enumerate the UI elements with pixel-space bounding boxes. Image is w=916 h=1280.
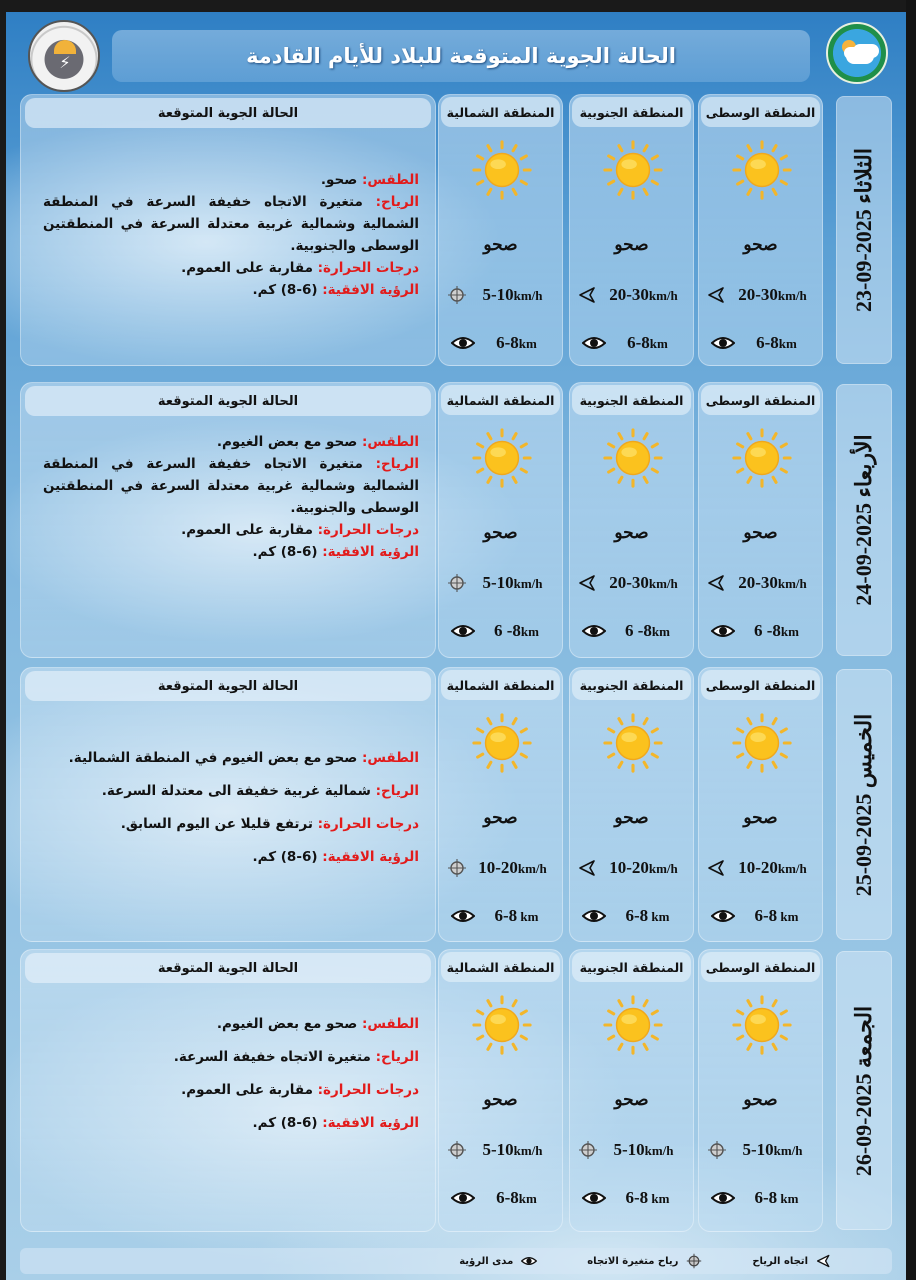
region-name: المنطقة الوسطى (701, 97, 820, 127)
wind-value: 5-10 (482, 1140, 514, 1159)
summary-label: الرياح: (375, 456, 419, 472)
condition-label: صحو (483, 808, 518, 828)
summary-panel (20, 94, 436, 366)
summary-header: الحالة الجوية المتوقعة (25, 953, 431, 983)
wind-speed (467, 285, 558, 305)
summary-label: الرياح: (375, 1049, 419, 1065)
eye-icon (582, 335, 606, 351)
summary-text: مقاربة على العموم. (181, 260, 318, 276)
visibility-unit: km (520, 624, 539, 639)
region-name: المنطقة الشمالية (441, 385, 560, 415)
date-panel (836, 669, 892, 940)
region-name: المنطقة الشمالية (441, 670, 560, 700)
summary-text: (6-8) كم. (252, 1115, 323, 1131)
visibility-row (707, 906, 818, 926)
wind-direction-icon (578, 858, 598, 878)
eye-icon (711, 623, 735, 639)
visibility-value: 6-8 (754, 906, 778, 925)
visibility (475, 906, 558, 926)
summary-line (43, 742, 419, 775)
region-panel (698, 667, 823, 942)
wind-row (578, 858, 689, 878)
summary-label: الرؤية الافقية: (322, 849, 419, 865)
wind-direction-icon (707, 573, 727, 593)
region-panel (698, 949, 823, 1232)
wind-speed (598, 1140, 689, 1160)
variable-wind-icon (447, 573, 467, 593)
summary-text: صحو مع بعض الغيوم. (216, 1016, 362, 1032)
visibility (735, 906, 818, 926)
wind-unit: km/h (777, 861, 807, 876)
region-panel (438, 949, 563, 1232)
condition-label: صحو (614, 1090, 649, 1110)
variable-wind-icon (707, 1140, 727, 1160)
visibility (475, 621, 558, 641)
lightning-bolt-icon: ⚡ (59, 53, 71, 72)
wind-row (578, 573, 689, 593)
region-panel (569, 667, 694, 942)
sun-icon (602, 994, 664, 1056)
sun-icon (471, 712, 533, 774)
summary-text: مقاربة على العموم. (181, 522, 318, 538)
summary-line (43, 431, 419, 453)
eye-icon (711, 1190, 735, 1206)
summary-text: صحو. (320, 172, 362, 188)
wind-unit: km/h (517, 861, 547, 876)
summary-text: ترتفع قليلا عن اليوم السابق. (120, 816, 318, 832)
visibility-unit: km (648, 1191, 670, 1206)
wind-direction-icon (707, 285, 727, 305)
visibility-value: 6-8 (496, 1188, 519, 1207)
summary-label: الرؤية الافقية: (322, 544, 419, 560)
wind-unit: km/h (648, 288, 678, 303)
wind-speed (598, 858, 689, 878)
day-row (6, 94, 906, 366)
sun-icon (471, 139, 533, 201)
logo-cloud-icon (846, 48, 874, 64)
legend-label: رياح متغيرة الاتجاه (587, 1255, 679, 1267)
wind-speed (467, 858, 558, 878)
day-row (6, 667, 906, 942)
date-label: الخميس 2025-09-25 (851, 713, 876, 896)
wind-value: 20-30 (609, 285, 649, 304)
region-name: المنطقة الوسطى (701, 670, 820, 700)
visibility (735, 333, 818, 353)
visibility-value: 6 -8 (494, 621, 521, 640)
wind-unit: km/h (513, 1143, 543, 1158)
visibility-unit: km (649, 336, 668, 351)
wind-value: 20-30 (738, 285, 778, 304)
visibility-unit: km (648, 909, 670, 924)
region-name: المنطقة الوسطى (701, 952, 820, 982)
variable-wind-icon (447, 858, 467, 878)
condition-label: صحو (614, 808, 649, 828)
summary-line (43, 1074, 419, 1107)
visibility-row (707, 621, 818, 641)
summary-label: درجات الحرارة: (317, 260, 419, 276)
wind-speed (467, 1140, 558, 1160)
visibility-unit: km (780, 624, 799, 639)
wind-unit: km/h (777, 576, 807, 591)
summary-label: درجات الحرارة: (317, 522, 419, 538)
eye-icon (711, 335, 735, 351)
summary-text: متغيرة الاتجاه خفيفة السرعة. (173, 1049, 376, 1065)
summary-text: (6-8) كم. (252, 849, 323, 865)
eye-icon (711, 908, 735, 924)
wind-row (447, 1140, 558, 1160)
summary-body (43, 431, 419, 563)
summary-header: الحالة الجوية المتوقعة (25, 671, 431, 701)
summary-text: متغيرة الاتجاه خفيفة السرعة في المنطقة الشمالية وشمالية غربية معتدلة السرعة في المنطقتين الوسطى والجنوبية. (43, 456, 419, 516)
wind-speed (727, 858, 818, 878)
summary-header: الحالة الجوية المتوقعة (25, 386, 431, 416)
wind-unit: km/h (513, 576, 543, 591)
visibility (475, 1188, 558, 1208)
summary-panel (20, 949, 436, 1232)
wind-unit: km/h (648, 861, 678, 876)
wind-direction-icon (578, 573, 598, 593)
page-title: الحالة الجوية المتوقعة للبلاد للأيام القادمة (246, 44, 676, 68)
visibility-unit: km (517, 909, 539, 924)
weather-forecasting-dept-logo (28, 20, 100, 92)
wind-unit: km/h (773, 1143, 803, 1158)
summary-line (43, 775, 419, 808)
summary-line (43, 453, 419, 519)
visibility-row (578, 1188, 689, 1208)
region-name: المنطقة الشمالية (441, 952, 560, 982)
region-name: المنطقة الشمالية (441, 97, 560, 127)
visibility-value: 6-8 (625, 1188, 649, 1207)
region-panel (569, 949, 694, 1232)
sun-icon (471, 427, 533, 489)
summary-label: الطقس: (361, 434, 419, 450)
wind-speed (727, 285, 818, 305)
eye-icon (582, 908, 606, 924)
summary-label: الطقس: (361, 1016, 419, 1032)
wind-row (707, 1140, 818, 1160)
summary-line (43, 841, 419, 874)
sun-icon (471, 994, 533, 1056)
region-panel (698, 94, 823, 366)
visibility-row (447, 1188, 558, 1208)
date-label: الثلاثاء 2025-09-23 (851, 148, 876, 312)
header-bar (112, 30, 810, 82)
visibility-row (447, 906, 558, 926)
visibility-unit: km (518, 336, 537, 351)
summary-body (43, 742, 419, 874)
eye-icon (582, 1190, 606, 1206)
wind-value: 5-10 (482, 573, 514, 592)
summary-line (43, 257, 419, 279)
eye-icon (451, 1190, 475, 1206)
visibility (735, 1188, 818, 1208)
visibility-value: 6-8 (756, 333, 779, 352)
summary-text: (6-8) كم. (252, 282, 323, 298)
wind-value: 5-10 (482, 285, 514, 304)
region-name: المنطقة الجنوبية (572, 385, 691, 415)
visibility-row (578, 906, 689, 926)
region-panel (698, 382, 823, 658)
summary-line (43, 279, 419, 301)
eye-icon (451, 335, 475, 351)
region-name: المنطقة الجنوبية (572, 97, 691, 127)
summary-text: صحو مع بعض الغيوم. (216, 434, 362, 450)
visibility (606, 906, 689, 926)
variable-wind-icon (686, 1253, 702, 1269)
summary-line (43, 808, 419, 841)
summary-body (43, 1008, 419, 1140)
summary-label: الطقس: (361, 172, 419, 188)
date-panel (836, 951, 892, 1230)
summary-text: شمالية غربية خفيفة الى معتدلة السرعة. (101, 783, 376, 799)
summary-line (43, 1107, 419, 1140)
wind-row (447, 573, 558, 593)
visibility-row (578, 621, 689, 641)
day-row (6, 382, 906, 658)
wind-speed (598, 573, 689, 593)
summary-body (43, 169, 419, 301)
summary-text: متغيرة الاتجاه خفيفة السرعة في المنطقة الشمالية وشمالية غربية معتدلة السرعة في المنطقتين الوسطى والجنوبية. (43, 194, 419, 254)
forecast-poster (6, 12, 906, 1280)
visibility (735, 621, 818, 641)
wind-row (578, 285, 689, 305)
wind-speed (467, 573, 558, 593)
visibility (606, 621, 689, 641)
summary-line (43, 1041, 419, 1074)
summary-label: الرؤية الافقية: (322, 282, 419, 298)
region-panel (438, 667, 563, 942)
region-panel (569, 94, 694, 366)
summary-header: الحالة الجوية المتوقعة (25, 98, 431, 128)
wind-speed (598, 285, 689, 305)
summary-panel (20, 382, 436, 658)
wind-row (707, 573, 818, 593)
condition-label: صحو (483, 235, 518, 255)
visibility-value: 6-8 (627, 333, 650, 352)
visibility-unit: km (777, 909, 799, 924)
visibility-value: 6 -8 (625, 621, 652, 640)
day-row (6, 949, 906, 1232)
visibility-unit: km (777, 1191, 799, 1206)
visibility-row (447, 333, 558, 353)
visibility (606, 1188, 689, 1208)
wind-value: 10-20 (609, 858, 649, 877)
wind-value: 10-20 (478, 858, 518, 877)
sun-icon (602, 139, 664, 201)
sun-icon (731, 712, 793, 774)
wind-value: 20-30 (738, 573, 778, 592)
date-label: الأربعاء 2025-09-24 (851, 434, 876, 606)
summary-line (43, 169, 419, 191)
eye-icon (451, 623, 475, 639)
eye-icon (451, 908, 475, 924)
wind-unit: km/h (644, 1143, 674, 1158)
region-panel (438, 382, 563, 658)
wind-value: 5-10 (742, 1140, 774, 1159)
meteorological-authority-logo (826, 22, 888, 84)
visibility-row (707, 1188, 818, 1208)
legend-label: مدى الرؤية (459, 1255, 514, 1267)
visibility-value: 6-8 (494, 906, 518, 925)
visibility-value: 6-8 (496, 333, 519, 352)
visibility-row (707, 333, 818, 353)
sun-icon (731, 427, 793, 489)
summary-line (43, 519, 419, 541)
legend-item-wind-direction (752, 1253, 832, 1269)
condition-label: صحو (743, 235, 778, 255)
wind-value: 5-10 (613, 1140, 645, 1159)
wind-unit: km/h (513, 288, 543, 303)
sun-icon (602, 712, 664, 774)
visibility-value: 6-8 (625, 906, 649, 925)
wind-direction-icon (707, 858, 727, 878)
summary-line (43, 191, 419, 257)
legend-item-variable-wind (587, 1253, 702, 1269)
date-panel (836, 384, 892, 656)
summary-text: صحو مع بعض الغيوم في المنطقة الشمالية. (68, 750, 362, 766)
eye-icon (582, 623, 606, 639)
legend-bar (20, 1248, 892, 1274)
sun-icon (731, 994, 793, 1056)
wind-row (707, 285, 818, 305)
wind-row (447, 285, 558, 305)
variable-wind-icon (447, 1140, 467, 1160)
region-name: المنطقة الجنوبية (572, 952, 691, 982)
summary-label: الطقس: (361, 750, 419, 766)
condition-label: صحو (743, 1090, 778, 1110)
region-name: المنطقة الجنوبية (572, 670, 691, 700)
legend-label: اتجاه الرياح (752, 1255, 808, 1267)
wind-direction-icon (578, 285, 598, 305)
summary-line (43, 541, 419, 563)
variable-wind-icon (447, 285, 467, 305)
summary-text: (6-8) كم. (252, 544, 323, 560)
window-edge (906, 0, 916, 1280)
summary-label: الرياح: (375, 783, 419, 799)
condition-label: صحو (614, 235, 649, 255)
summary-label: درجات الحرارة: (317, 816, 419, 832)
condition-label: صحو (743, 523, 778, 543)
visibility-unit: km (778, 336, 797, 351)
region-panel (569, 382, 694, 658)
wind-speed (727, 1140, 818, 1160)
wind-row (707, 858, 818, 878)
region-name: المنطقة الوسطى (701, 385, 820, 415)
visibility-value: 6-8 (754, 1188, 778, 1207)
date-label: الجمعة 2025-09-26 (851, 1005, 876, 1176)
visibility-value: 6 -8 (754, 621, 781, 640)
wind-speed (727, 573, 818, 593)
visibility-row (578, 333, 689, 353)
summary-text: مقاربة على العموم. (181, 1082, 318, 1098)
visibility-row (447, 621, 558, 641)
summary-label: الرؤية الافقية: (322, 1115, 419, 1131)
sun-icon (602, 427, 664, 489)
summary-panel (20, 667, 436, 942)
wind-row (578, 1140, 689, 1160)
summary-label: درجات الحرارة: (317, 1082, 419, 1098)
wind-row (447, 858, 558, 878)
condition-label: صحو (483, 523, 518, 543)
summary-label: الرياح: (375, 194, 419, 210)
condition-label: صحو (614, 523, 649, 543)
variable-wind-icon (578, 1140, 598, 1160)
visibility-unit: km (518, 1191, 537, 1206)
summary-line (43, 1008, 419, 1041)
wind-unit: km/h (648, 576, 678, 591)
condition-label: صحو (743, 808, 778, 828)
condition-label: صحو (483, 1090, 518, 1110)
visibility (475, 333, 558, 353)
wind-value: 10-20 (738, 858, 778, 877)
sun-icon (731, 139, 793, 201)
wind-direction-icon (816, 1253, 832, 1269)
legend-item-visibility (459, 1253, 537, 1269)
visibility-unit: km (651, 624, 670, 639)
region-panel (438, 94, 563, 366)
eye-icon (521, 1253, 537, 1269)
wind-value: 20-30 (609, 573, 649, 592)
date-panel (836, 96, 892, 364)
visibility (606, 333, 689, 353)
wind-unit: km/h (777, 288, 807, 303)
